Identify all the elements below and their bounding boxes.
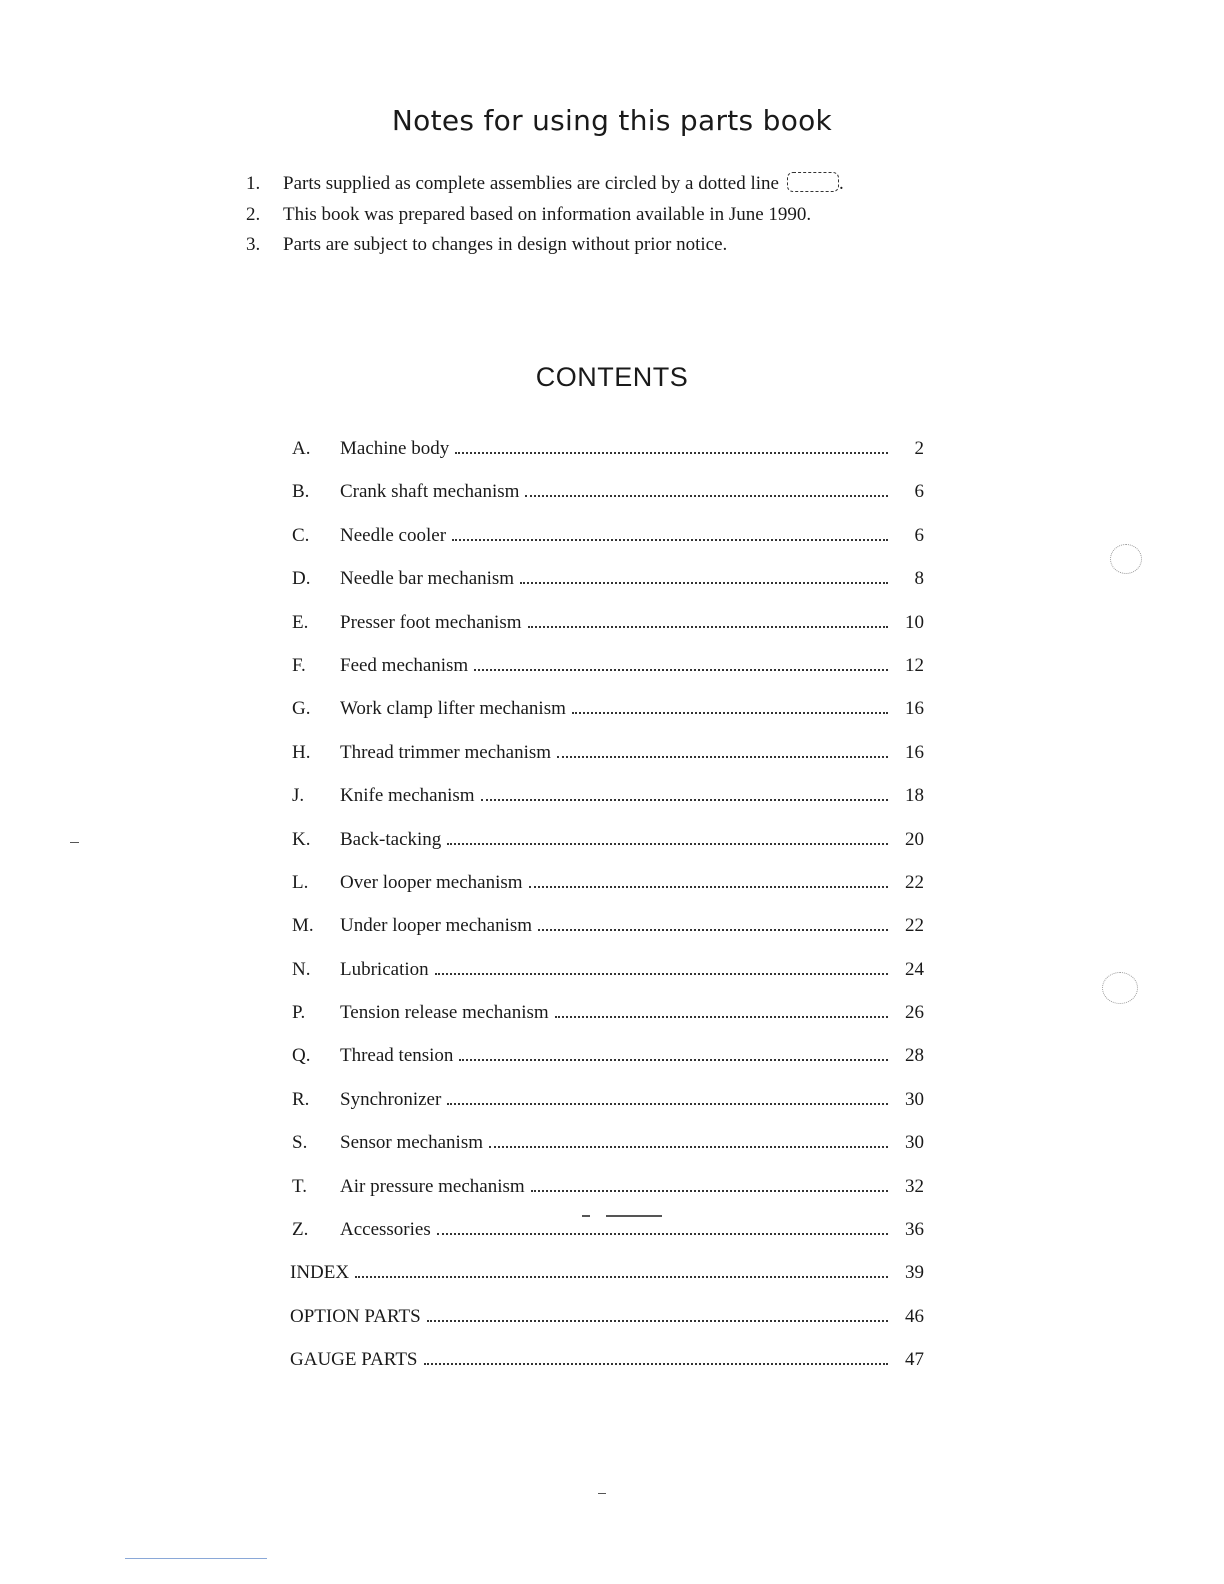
contents-title: CONTENTS — [535, 362, 689, 392]
toc-entry-title: Lubrication — [340, 958, 429, 980]
toc-entry-page: 6 — [914, 524, 924, 546]
toc-dot-leader — [474, 668, 888, 671]
toc-entry-page: 39 — [905, 1262, 924, 1284]
toc-entry-letter: M. — [292, 915, 314, 937]
toc-entry-body — [340, 434, 888, 464]
toc-entry-letter: J. — [292, 785, 305, 807]
toc-entry-letter: G. — [292, 698, 311, 720]
toc-entry-body — [290, 1345, 888, 1375]
toc-dot-leader — [452, 538, 888, 541]
scan-mark — [606, 1215, 662, 1217]
toc-dot-leader — [528, 625, 888, 628]
toc-entry-title: Thread tension — [340, 1045, 454, 1067]
toc-entry-body — [340, 911, 888, 941]
note-text — [283, 170, 844, 198]
toc-entry-letter: K. — [292, 828, 311, 850]
scan-edge-line — [125, 1558, 267, 1559]
toc-entry — [290, 1041, 926, 1084]
toc-entry-letter: H. — [292, 741, 311, 763]
toc-dot-leader — [424, 1362, 889, 1365]
toc-entry — [290, 868, 926, 911]
toc-entry-title: Under looper mechanism — [340, 915, 533, 937]
toc-entry-body — [340, 694, 888, 724]
note-item — [246, 170, 946, 201]
note-number: 3. — [246, 234, 261, 255]
scan-mark — [598, 1493, 606, 1494]
note-text: Parts are subject to changes in design without prior notice. — [283, 234, 728, 255]
toc-entry-page: 36 — [905, 1219, 924, 1241]
note-item — [246, 201, 946, 232]
toc-entry-body — [340, 1041, 888, 1071]
toc-entry-page: 10 — [905, 611, 924, 633]
toc-entry-body — [340, 564, 888, 594]
toc-entry-body — [340, 651, 888, 681]
toc-entry-letter: F. — [292, 654, 306, 676]
toc-entry-letter: Z. — [292, 1219, 309, 1241]
toc-entry-title: Needle cooler — [340, 524, 447, 546]
toc-entry — [290, 477, 926, 520]
toc-dot-leader — [538, 928, 888, 931]
toc-dot-leader — [572, 711, 888, 714]
note-number: 1. — [246, 173, 261, 194]
toc-entry-body — [340, 738, 888, 768]
toc-entry — [290, 651, 926, 694]
note-item — [246, 231, 946, 262]
toc-entry-letter: Q. — [292, 1045, 311, 1067]
scan-mark — [582, 1215, 590, 1217]
toc-entry-page: 8 — [914, 568, 924, 590]
toc-entry-body — [340, 825, 888, 855]
toc-entry-body — [340, 781, 888, 811]
toc-entry-page: 46 — [905, 1305, 924, 1327]
toc-dot-leader — [555, 1015, 888, 1018]
toc-entry-body — [340, 955, 888, 985]
toc-dot-leader — [447, 842, 888, 845]
toc-entry-title: Machine body — [340, 438, 450, 459]
toc-dot-leader — [557, 755, 888, 758]
toc-dot-leader — [525, 494, 888, 497]
toc-entry-page: 16 — [905, 698, 924, 720]
toc-entry-body — [340, 1172, 888, 1202]
toc-entry — [290, 1345, 926, 1388]
toc-entry-letter: A. — [292, 438, 311, 459]
toc-dot-leader — [427, 1319, 888, 1322]
toc-dot-leader — [481, 798, 888, 801]
toc-dot-leader — [455, 451, 888, 454]
toc-entry-title: Sensor mechanism — [340, 1132, 484, 1154]
toc-entry-page: 47 — [905, 1349, 924, 1371]
toc-entry — [290, 1172, 926, 1215]
toc-entry-body — [340, 477, 888, 507]
toc-entry-body — [340, 1085, 888, 1115]
toc-entry-body — [340, 1215, 888, 1245]
note-suffix: . — [838, 173, 844, 194]
toc-entry-letter: D. — [292, 568, 311, 590]
toc-entry-title: Synchronizer — [340, 1088, 442, 1110]
toc-entry-title: Needle bar mechanism — [340, 568, 515, 590]
toc-entry-page: 20 — [905, 828, 924, 850]
toc-entry-page: 30 — [905, 1132, 924, 1154]
toc-entry — [290, 608, 926, 651]
toc-entry-title: Feed mechanism — [340, 654, 469, 676]
toc-entry — [290, 694, 926, 737]
toc-dot-leader — [435, 972, 888, 975]
toc-entry — [290, 911, 926, 954]
toc-entry — [290, 564, 926, 607]
dotted-line-symbol-icon — [787, 172, 839, 192]
note-text: This book was prepared based on information available in June 1990. — [283, 203, 812, 225]
scan-mark — [70, 842, 79, 843]
toc-entry-title: GAUGE PARTS — [290, 1349, 418, 1371]
toc-entry-body — [290, 1302, 888, 1332]
toc-entry — [290, 998, 926, 1041]
scan-speck — [1102, 972, 1138, 1004]
toc-entry-title: Knife mechanism — [340, 785, 475, 807]
toc-entry-page: 18 — [905, 785, 924, 807]
toc-entry-page: 2 — [914, 438, 924, 459]
toc-entry — [290, 1258, 926, 1301]
toc-entry-title: Accessories — [340, 1219, 431, 1241]
toc-entry-page: 30 — [905, 1088, 924, 1110]
toc-entry — [290, 1085, 926, 1128]
toc-entry-title: OPTION PARTS — [290, 1305, 421, 1327]
toc-entry-title: Back-tacking — [340, 828, 442, 850]
toc-entry-title: Air pressure mechanism — [340, 1175, 525, 1197]
toc-dot-leader — [437, 1232, 888, 1235]
toc-entry — [290, 738, 926, 781]
toc-entry-body — [340, 868, 888, 898]
toc-entry-page: 32 — [905, 1175, 924, 1197]
toc-entry-letter: L. — [292, 871, 309, 893]
toc-entry-page: 26 — [905, 1002, 924, 1024]
notes-list — [246, 170, 946, 262]
toc-entry-title: Crank shaft mechanism — [340, 481, 520, 503]
toc-dot-leader — [529, 885, 888, 888]
toc-entry — [290, 1302, 926, 1345]
scan-speck — [1110, 544, 1142, 574]
toc-entry — [290, 1215, 926, 1258]
toc-entry-body — [340, 608, 888, 638]
note-text-content: Parts supplied as complete assemblies are circled by a dotted line — [283, 173, 779, 194]
toc-entry — [290, 1128, 926, 1171]
toc-entry-letter: E. — [292, 611, 309, 633]
toc-entry-letter: T. — [292, 1175, 307, 1197]
toc-entry-page: 24 — [905, 958, 924, 980]
toc-entry-title: Tension release mechanism — [340, 1002, 549, 1024]
toc-entry — [290, 434, 926, 477]
toc-entry — [290, 825, 926, 868]
toc-entry-title: INDEX — [290, 1262, 350, 1284]
toc-entry-title: Over looper mechanism — [340, 871, 523, 893]
toc-entry-letter: P. — [292, 1002, 306, 1024]
toc-entry-body — [290, 1258, 888, 1288]
toc-entry-letter: C. — [292, 524, 310, 546]
toc-entry-body — [340, 521, 888, 551]
toc-entry-body — [340, 1128, 888, 1158]
toc-entry-letter: R. — [292, 1088, 310, 1110]
toc-dot-leader — [520, 581, 888, 584]
toc-entry-title: Work clamp lifter mechanism — [340, 698, 566, 720]
toc-entry-page: 22 — [905, 871, 924, 893]
toc-entry-title: Presser foot mechanism — [340, 611, 522, 633]
toc-entry-page: 16 — [905, 741, 924, 763]
toc-entry — [290, 521, 926, 564]
table-of-contents — [290, 434, 926, 1389]
toc-entry-letter: N. — [292, 958, 311, 980]
toc-dot-leader — [531, 1189, 888, 1192]
toc-entry — [290, 781, 926, 824]
toc-dot-leader — [459, 1058, 888, 1061]
note-number: 2. — [246, 203, 261, 225]
toc-entry — [290, 955, 926, 998]
toc-entry-letter: S. — [292, 1132, 308, 1154]
toc-entry-page: 6 — [914, 481, 924, 503]
toc-entry-page: 12 — [905, 654, 924, 676]
toc-entry-letter: B. — [292, 481, 310, 503]
toc-dot-leader — [489, 1145, 888, 1148]
notes-title: Notes for using this parts book — [391, 104, 833, 137]
toc-dot-leader — [447, 1102, 888, 1105]
toc-entry-title: Thread trimmer mechanism — [340, 741, 552, 763]
toc-dot-leader — [355, 1275, 888, 1278]
toc-entry-page: 22 — [905, 915, 924, 937]
toc-entry-body — [340, 998, 888, 1028]
toc-entry-page: 28 — [905, 1045, 924, 1067]
